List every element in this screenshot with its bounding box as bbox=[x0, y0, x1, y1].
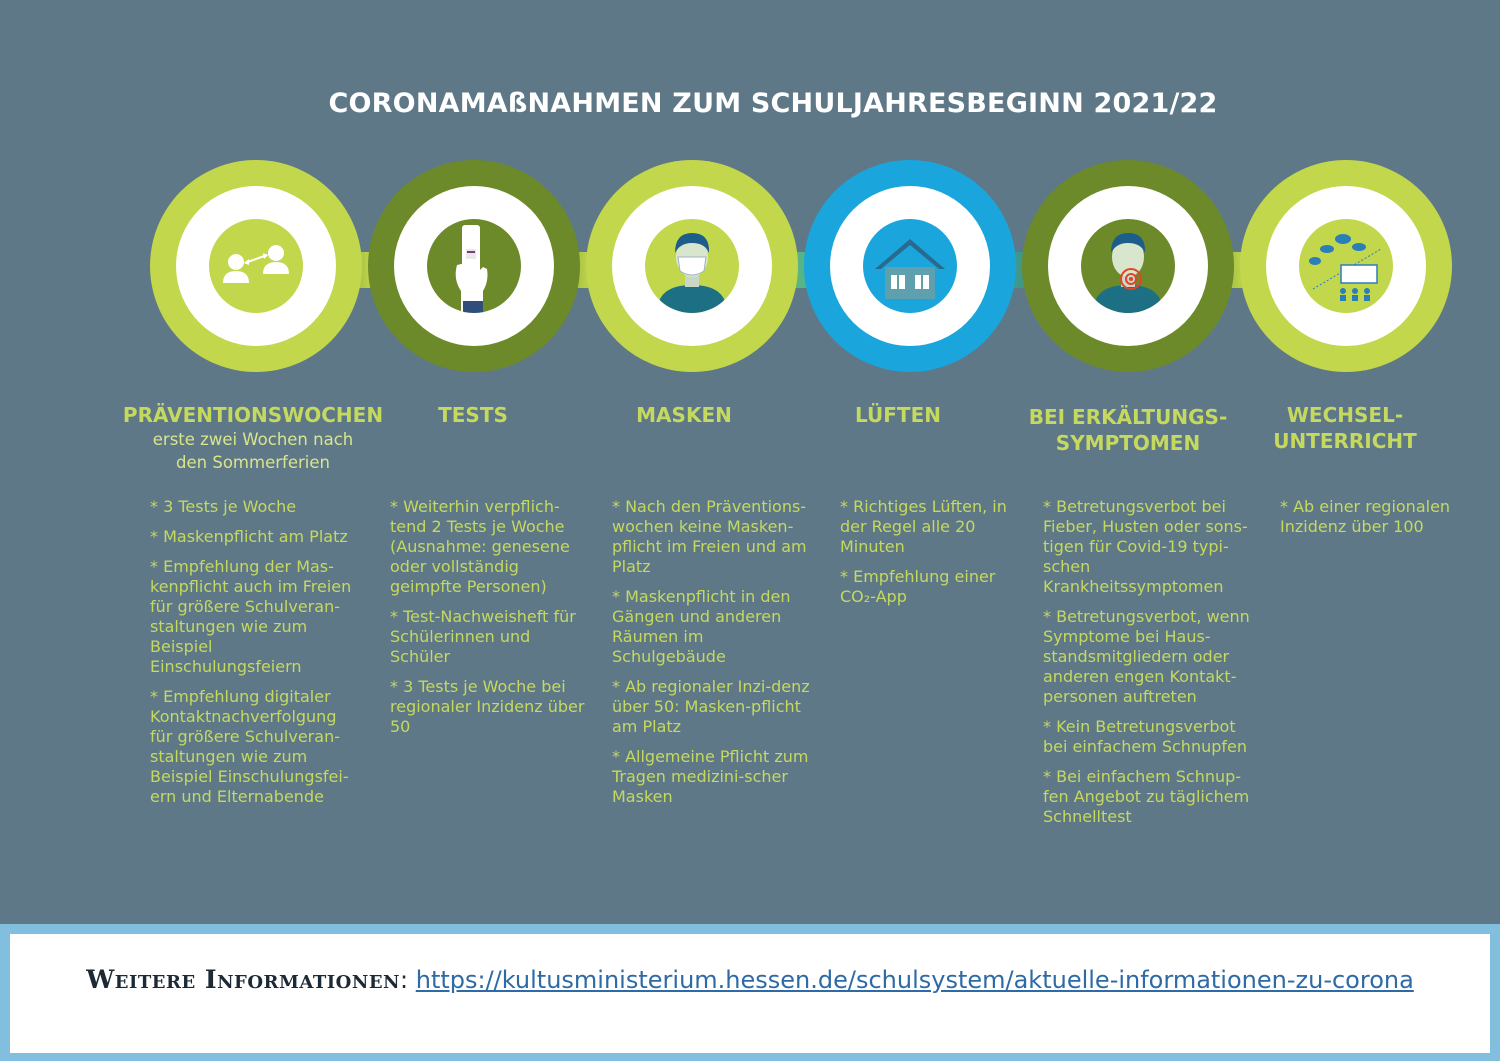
list-item: * 3 Tests je Woche bei regionaler Inzidenz über 50 bbox=[390, 677, 585, 736]
heading-erkaeltungssymptome: BEI ERKÄLTUNGS-SYMPTOMEN bbox=[1028, 405, 1228, 455]
bullets-tests bbox=[390, 497, 585, 747]
list-item: * Richtiges Lüften, in der Regel alle 20 Minuten bbox=[840, 497, 1007, 556]
ring-wechselunterricht bbox=[1240, 160, 1452, 372]
list-item: * Nach den Präventions-wochen keine Masken-pflicht im Freien und am Platz bbox=[612, 497, 807, 576]
list-item: * Empfehlung der Mas-kenpflicht auch im Freien für größere Schulveran-staltungen wie zum Beispiel Einschulungsfeiern bbox=[150, 557, 352, 676]
people-distance-icon bbox=[209, 219, 303, 313]
masked-person-icon bbox=[645, 219, 739, 313]
list-item: * 3 Tests je Woche bbox=[150, 497, 297, 516]
list-item: * Maskenpflicht am Platz bbox=[150, 527, 348, 546]
list-item: * Bei einfachem Schnup-fen Angebot zu täglichem Schnelltest bbox=[1043, 767, 1250, 826]
rapid-test-icon bbox=[427, 219, 521, 313]
bullets-lueften bbox=[840, 497, 1020, 617]
footer bbox=[0, 924, 1500, 1061]
list-item: * Betretungsverbot, wenn Symptome bei Haus-standsmitgliedern oder anderen engen Kontakt-personen auftreten bbox=[1043, 607, 1250, 706]
list-item: * Ab einer regionalen Inzidenz über 100 bbox=[1280, 497, 1451, 536]
ring-masken bbox=[586, 160, 798, 372]
sick-person-icon bbox=[1081, 219, 1175, 313]
house-window-icon bbox=[863, 219, 957, 313]
list-item: * Weiterhin verpflich-tend 2 Tests je Woche (Ausnahme: genesene oder vollständig geimpfte Personen) bbox=[390, 497, 570, 596]
list-item: * Allgemeine Pflicht zum Tragen medizini-scher Masken bbox=[612, 747, 809, 806]
heading-wechselunterricht: WECHSEL-UNTERRICHT bbox=[1273, 403, 1417, 453]
list-item: * Kein Betretungsverbot bei einfachem Schnupfen bbox=[1043, 717, 1247, 756]
list-item: * Test-Nachweisheft für Schülerinnen und Schüler bbox=[390, 607, 576, 666]
list-item: * Empfehlung digitaler Kontaktnachverfolgung für größere Schulveran-staltungen wie zum Beispiel Einschulungsfei-ern und Elternabende bbox=[150, 687, 349, 806]
footer-separator: : bbox=[400, 966, 409, 994]
footer-box bbox=[10, 934, 1490, 1053]
hybrid-classroom-icon bbox=[1299, 219, 1393, 313]
page-title: CORONAMAßNAHMEN ZUM SCHULJAHRESBEGINN 2021/22 bbox=[328, 88, 1218, 119]
ring-erkaeltungssymptome bbox=[1022, 160, 1234, 372]
footer-label: Weitere Informationen bbox=[86, 965, 400, 994]
bullets-masken bbox=[612, 497, 810, 817]
subheading-praeventionswochen: erste zwei Wochen nach den Sommerferien bbox=[152, 430, 354, 472]
bullets-praeventionswochen bbox=[150, 497, 360, 817]
footer-text bbox=[86, 965, 1414, 994]
heading-masken: MASKEN bbox=[636, 403, 732, 427]
ring-tests bbox=[368, 160, 580, 372]
bullets-erkaeltungssymptome bbox=[1043, 497, 1255, 837]
heading-praeventionswochen: PRÄVENTIONSWOCHEN bbox=[122, 403, 384, 427]
measures-chain bbox=[0, 160, 1500, 380]
ring-lueften bbox=[804, 160, 1016, 372]
heading-tests: TESTS bbox=[438, 403, 508, 427]
list-item: * Empfehlung einer CO₂-App bbox=[840, 567, 996, 606]
list-item: * Betretungsverbot bei Fieber, Husten oder sons-tigen für Covid-19 typi-schen Krankheitssymptomen bbox=[1043, 497, 1248, 596]
footer-link[interactable]: https://kultusministerium.hessen.de/schulsystem/aktuelle-informationen-zu-corona bbox=[415, 966, 1414, 994]
heading-lueften: LÜFTEN bbox=[855, 403, 941, 427]
list-item: * Maskenpflicht in den Gängen und anderen Räumen im Schulgebäude bbox=[612, 587, 791, 666]
ring-praeventionswochen bbox=[150, 160, 362, 372]
list-item: * Ab regionaler Inzi-denz über 50: Masken-pflicht am Platz bbox=[612, 677, 810, 736]
bullets-wechselunterricht bbox=[1280, 497, 1465, 547]
